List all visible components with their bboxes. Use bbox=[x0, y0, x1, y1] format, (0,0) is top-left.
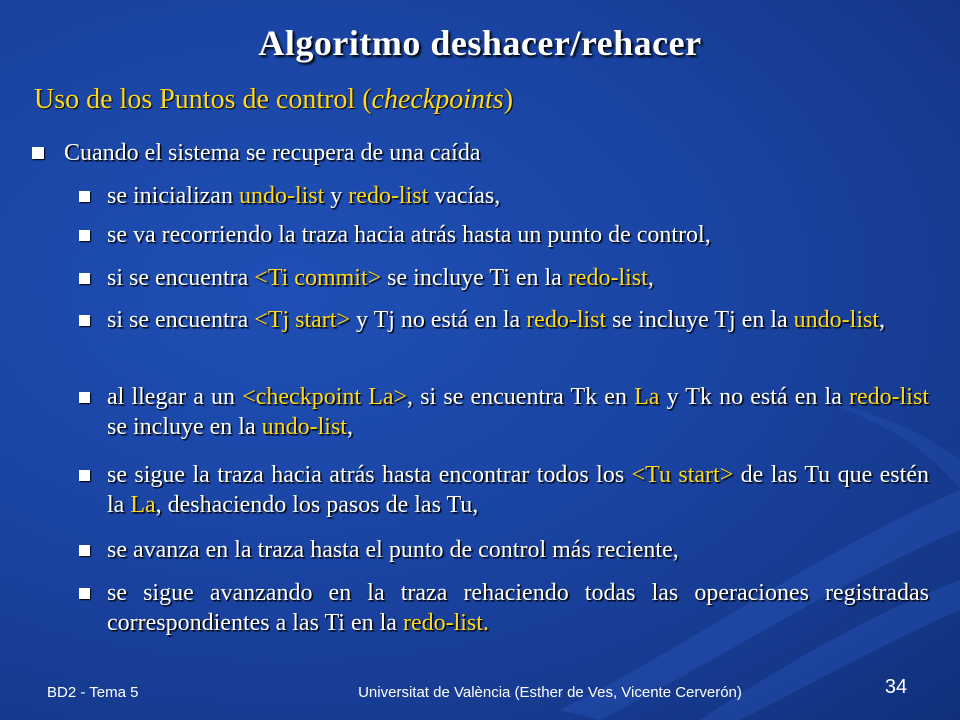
square-bullet-icon bbox=[79, 273, 90, 284]
bullet-text: si se encuentra <Tj start> y Tj no está en la redo-list se incluye Tj en la undo-list, bbox=[107, 307, 886, 333]
bullet-text: si se encuentra <Ti commit> se incluye Ti en la redo-list, bbox=[107, 265, 654, 291]
square-bullet-icon bbox=[79, 392, 90, 403]
bullet-item-3 bbox=[79, 263, 929, 293]
bullet-text: se sigue la traza hacia atrás hasta encontrar todos los <Tu start> de las Tu que estén la La, deshaciendo los pasos de las Tu, bbox=[107, 462, 929, 518]
page-number: 34 bbox=[884, 676, 908, 698]
bullet-text: al llegar a un <checkpoint La>, si se encuentra Tk en La y Tk no está en la redo-list se incluye en la undo-list, bbox=[107, 384, 929, 440]
square-bullet-icon bbox=[32, 147, 44, 159]
bullet-item-2 bbox=[79, 220, 929, 250]
bullet-item-8 bbox=[79, 578, 929, 638]
slide-subtitle bbox=[34, 84, 513, 116]
bullet-text: se avanza en la traza hasta el punto de control más reciente, bbox=[107, 537, 679, 563]
bullet-item-5 bbox=[79, 382, 929, 442]
square-bullet-icon bbox=[79, 230, 90, 241]
footer-course: BD2 - Tema 5 bbox=[47, 684, 139, 701]
slide-title: Algoritmo deshacer/rehacer bbox=[258, 23, 702, 63]
square-bullet-icon bbox=[79, 588, 90, 599]
bullet-text: se inicializan undo-list y redo-list vacías, bbox=[107, 183, 501, 209]
bullet-text: se sigue avanzando en la traza rehaciendo todas las operaciones registradas correspondientes a las Ti en la redo-list. bbox=[107, 580, 929, 636]
bullet-item-1 bbox=[79, 181, 929, 211]
footer-institution: Universitat de València (Esther de Ves, Vicente Cerverón) bbox=[358, 684, 742, 701]
square-bullet-icon bbox=[79, 191, 90, 202]
bullet-item-4 bbox=[79, 305, 929, 335]
subtitle-close: ) bbox=[503, 84, 514, 115]
bullet-text: Cuando el sistema se recupera de una caída bbox=[64, 140, 481, 166]
square-bullet-icon bbox=[79, 470, 90, 481]
bullet-item-6 bbox=[79, 460, 929, 520]
bullet-level1 bbox=[32, 138, 912, 168]
bullet-item-7 bbox=[79, 535, 929, 565]
subtitle-italic: checkpoints bbox=[371, 84, 504, 115]
bullet-text: se va recorriendo la traza hacia atrás hasta un punto de control, bbox=[107, 222, 711, 248]
subtitle-text: Uso de los Puntos de control ( bbox=[34, 84, 372, 115]
square-bullet-icon bbox=[79, 545, 90, 556]
square-bullet-icon bbox=[79, 315, 90, 326]
